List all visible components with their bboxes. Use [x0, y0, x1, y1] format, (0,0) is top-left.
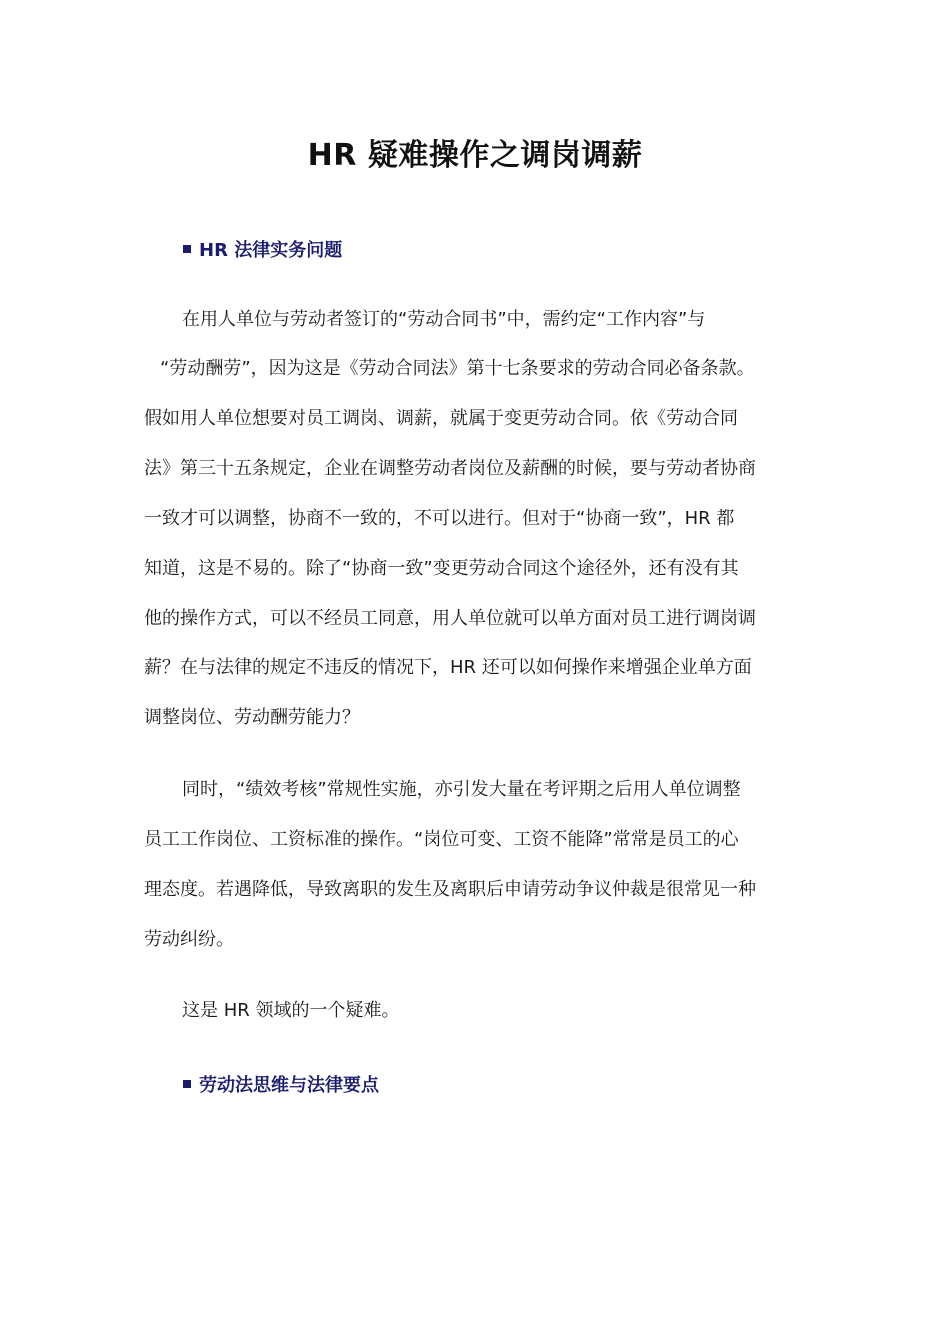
- paragraph-line: 一致才可以调整，协商不一致的，不可以进行。但对于“协商一致”，HR 都: [144, 508, 735, 529]
- paragraph-line: 法》第三十五条规定，企业在调整劳动者岗位及薪酬的时候，要与劳动者协商: [144, 458, 756, 479]
- document-title: HR 疑难操作之调岗调薪: [307, 138, 643, 173]
- section-heading-label: HR 法律实务问题: [199, 240, 343, 261]
- paragraph-line: “劳动酬劳”，因为这是《劳动合同法》第十七条要求的劳动合同必备条款。: [160, 358, 755, 379]
- section-heading-hr-legal: [183, 236, 342, 262]
- paragraph-line: 同时，“绩效考核”常规性实施，亦引发大量在考评期之后用人单位调整: [182, 779, 741, 800]
- paragraph-line: 员工工作岗位、工资标准的操作。“岗位可变、工资不能降”常常是员工的心: [144, 829, 739, 850]
- paragraph-line: 劳动纠纷。: [144, 929, 234, 950]
- paragraph-line: 在用人单位与劳动者签订的“劳动合同书”中，需约定“工作内容”与: [182, 309, 706, 330]
- paragraph-line: 假如用人单位想要对员工调岗、调薪，就属于变更劳动合同。依《劳动合同: [144, 408, 738, 429]
- section-heading-label: 劳动法思维与法律要点: [199, 1075, 379, 1096]
- square-bullet-icon: [183, 245, 191, 253]
- paragraph-line: 这是 HR 领域的一个疑难。: [182, 1000, 400, 1021]
- square-bullet-icon: [183, 1080, 191, 1088]
- paragraph-line: 知道，这是不易的。除了“协商一致”变更劳动合同这个途径外，还有没有其: [144, 558, 739, 579]
- paragraph-line: 理态度。若遇降低，导致离职的发生及离职后申请劳动争议仲裁是很常见一种: [144, 879, 756, 900]
- section-heading-labor-law: [183, 1071, 379, 1097]
- paragraph-line: 调整岗位、劳动酬劳能力？: [144, 707, 360, 728]
- paragraph-line: 他的操作方式，可以不经员工同意，用人单位就可以单方面对员工进行调岗调: [144, 608, 756, 629]
- paragraph-line: 薪？在与法律的规定不违反的情况下，HR 还可以如何操作来增强企业单方面: [144, 657, 752, 678]
